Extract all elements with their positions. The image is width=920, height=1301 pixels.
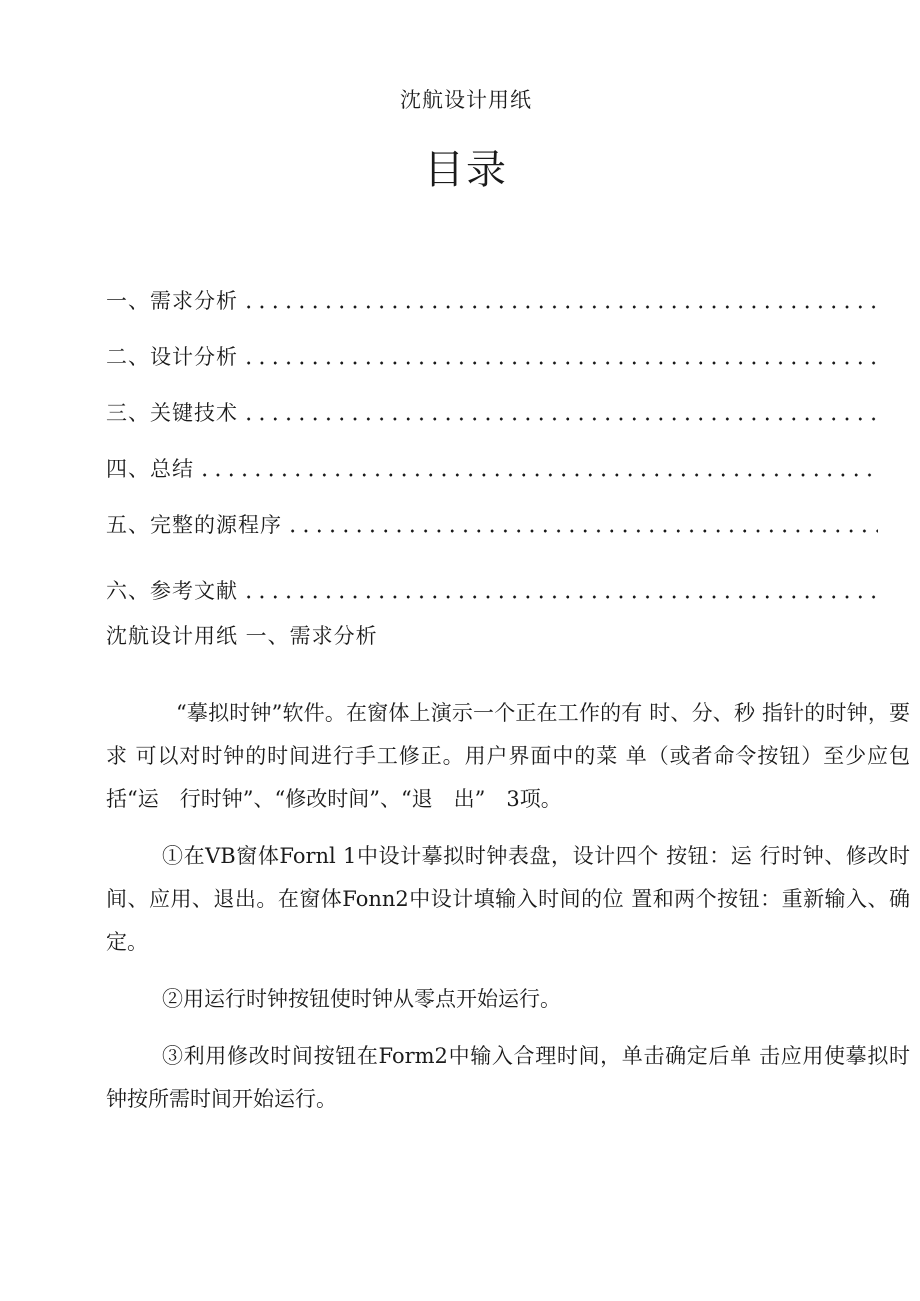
toc-entry[interactable] xyxy=(106,576,878,606)
body-text xyxy=(106,692,910,1135)
paragraph: ②用运行时钟按钮使时钟从零点开始运行。 xyxy=(162,987,561,1011)
toc-entry-label: 六、参考文献 xyxy=(106,579,238,603)
section-heading: 沈航设计用纸 一、需求分析 xyxy=(106,624,378,648)
paragraph: ③利用修改时间按钮在Form2中输入合理时间，单击确定后单 击应用使摹拟时钟按所需时间开始运行。 xyxy=(106,1044,910,1111)
toc-title: 目录 xyxy=(424,147,508,193)
toc-entry[interactable] xyxy=(106,342,878,372)
toc-entry-label: 四、总结 xyxy=(106,457,194,481)
toc-dot-leader xyxy=(198,471,878,479)
toc-dot-leader xyxy=(242,593,878,601)
toc-entry-label: 二、设计分析 xyxy=(106,345,238,369)
toc-entry[interactable] xyxy=(106,398,878,428)
toc-dot-leader xyxy=(286,527,878,535)
toc-entry-label: 一、需求分析 xyxy=(106,289,238,313)
toc-dot-leader xyxy=(242,303,878,311)
toc-entry-label: 五、完整的源程序 xyxy=(106,513,282,537)
toc-entry-label: 三、关键技术 xyxy=(106,401,238,425)
toc-dot-leader xyxy=(242,359,878,367)
paragraph: “摹拟时钟”软件。在窗体上演示一个正在工作的有 时、分、秒 指针的时钟，要求 可以对时钟的时间进行手工修正。用户界面中的菜 单（或者命令按钮）至少应包括“运 行时钟”、“修改时间”、“退 出” 3项。 xyxy=(106,701,910,811)
toc-entry[interactable] xyxy=(106,510,878,540)
page-header: 沈航设计用纸 xyxy=(400,88,532,112)
paragraph: ①在VB窗体Fornl 1中设计摹拟时钟表盘，设计四个 按钮：运 行时钟、修改时间、应用、退出。在窗体Fonn2中设计填输入时间的位 置和两个按钮：重新输入、确定。 xyxy=(106,844,910,954)
toc-dot-leader xyxy=(242,415,878,423)
toc-entry[interactable] xyxy=(106,454,878,484)
toc-entry[interactable] xyxy=(106,286,878,316)
